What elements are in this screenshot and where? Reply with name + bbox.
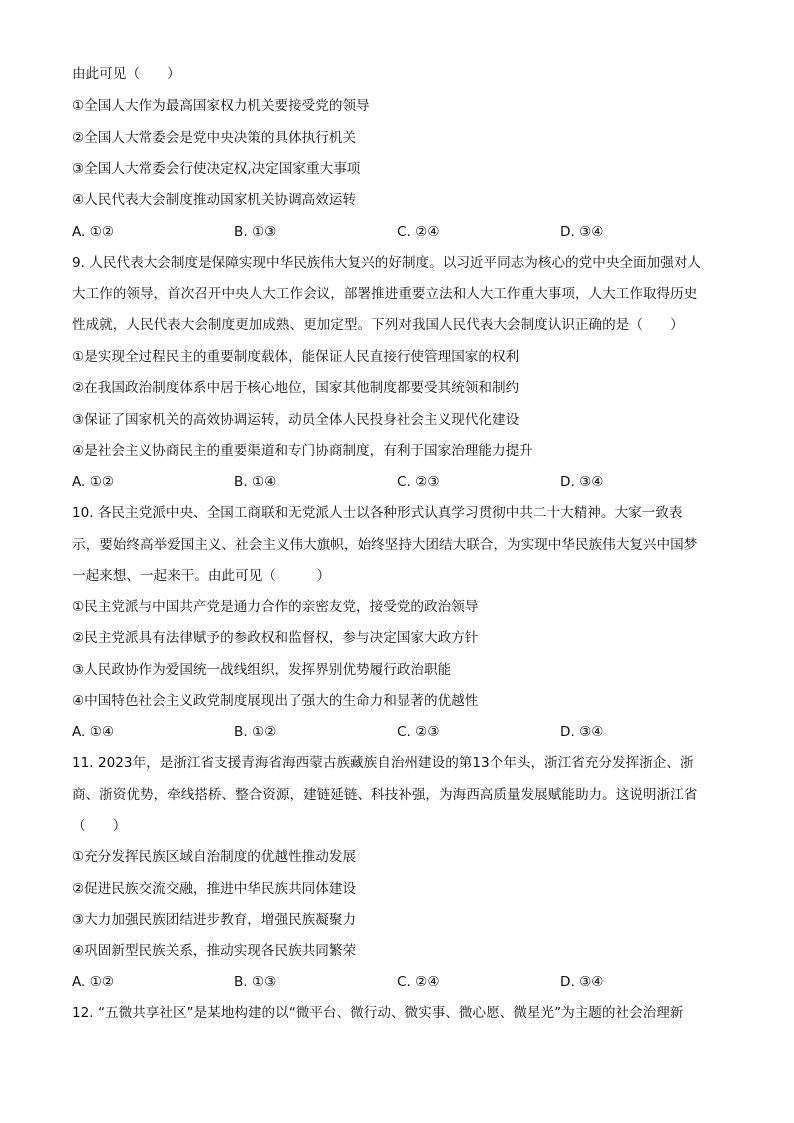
q9-option-b[interactable]: B. ①④ [234, 474, 277, 490]
q8-statement-4: ④人民代表大会制度推动国家机关协调高效运转 [72, 192, 357, 208]
q9-statement-2: ②在我国政治制度体系中居于核心地位，国家其他制度都要受其统领和制约 [72, 380, 520, 396]
q8-statement-3: ③全国人大常委会行使决定权,决定国家重大事项 [72, 161, 361, 177]
q11-stem-line-3: （ ） [72, 818, 127, 834]
q10-option-d[interactable]: D. ③④ [560, 724, 604, 740]
q11-stem-line-2: 商、浙资优势，牵线搭桥、整合资源，建链延链、科技补强，为海西高质量发展赋能助力。这说明浙江省 [72, 787, 698, 803]
q8-statement-1: ①全国人大作为最高国家权力机关要接受党的领导 [72, 98, 370, 114]
q8-option-b[interactable]: B. ①③ [234, 224, 277, 240]
q11-option-c[interactable]: C. ②④ [397, 974, 440, 990]
q11-statement-2: ②促进民族交流交融，推进中华民族共同体建设 [72, 881, 357, 897]
q11-statement-1: ①充分发挥民族区域自治制度的优越性推动发展 [72, 849, 357, 865]
q9-statement-3: ③保证了国家机关的高效协调运转，动员全体人民投身社会主义现代化建设 [72, 412, 520, 428]
q8-option-d[interactable]: D. ③④ [560, 224, 604, 240]
q8-statement-2: ②全国人大常委会是党中央决策的具体执行机关 [72, 130, 357, 146]
q11-stem-line-1: 11. 2023年，是浙江省支援青海省海西蒙古族藏族自治州建设的第13个年头，浙江省充分发挥浙企、浙 [72, 755, 694, 771]
q9-options [72, 472, 732, 492]
q10-stem-line-3: 一起来想、一起来干。由此可见（ ） [72, 568, 331, 584]
q11-option-a[interactable]: A. ①② [72, 974, 115, 990]
q11-option-b[interactable]: B. ①③ [234, 974, 277, 990]
q10-option-c[interactable]: C. ②③ [397, 724, 440, 740]
q9-stem-line-2: 大工作的领导，首次召开中央人大工作会议，部署推进重要立法和人大工作重大事项，人大工作取得历史 [72, 286, 698, 302]
q10-options [72, 722, 732, 742]
q8-option-c[interactable]: C. ②④ [397, 224, 440, 240]
q11-options [72, 972, 732, 992]
q9-statement-1: ①是实现全过程民主的重要制度载体，能保证人民直接行使管理国家的权利 [72, 349, 520, 365]
q10-stem-line-1: 10. 各民主党派中央、全国工商联和无党派人士以各种形式认真学习贯彻中共二十大精神。大家一致表 [72, 505, 683, 521]
q12-stem-line-1: 12. “五微共享社区”是某地构建的以“微平台、微行动、微实事、微心愿、微星光”为主题的社会治理新 [72, 1005, 684, 1021]
q10-option-a[interactable]: A. ①④ [72, 724, 115, 740]
q9-option-c[interactable]: C. ②③ [397, 474, 440, 490]
q8-options [72, 222, 732, 242]
q9-stem-line-3: 性成就，人民代表大会制度更加成熟、更加定型。下列对我国人民代表大会制度认识正确的是（ ） [72, 317, 684, 333]
q9-statement-4: ④是社会主义协商民主的重要渠道和专门协商制度，有利于国家治理能力提升 [72, 443, 533, 459]
q11-option-d[interactable]: D. ③④ [560, 974, 604, 990]
q10-statement-3: ③人民政协作为爱国统一战线组织，发挥界别优势履行政治职能 [72, 662, 452, 678]
q10-option-b[interactable]: B. ①② [234, 724, 277, 740]
q9-option-d[interactable]: D. ③④ [560, 474, 604, 490]
q8-option-a[interactable]: A. ①② [72, 224, 115, 240]
q10-statement-4: ④中国特色社会主义政党制度展现出了强大的生命力和显著的优越性 [72, 693, 479, 709]
q10-stem-line-2: 示，要始终高举爱国主义、社会主义伟大旗帜，始终坚持大团结大联合，为实现中华民族伟大复兴中国梦 [72, 537, 698, 553]
q11-statement-4: ④巩固新型民族关系，推动实现各民族共同繁荣 [72, 943, 357, 959]
q9-stem-line-1: 9. 人民代表大会制度是保障实现中华民族伟大复兴的好制度。以习近平同志为核心的党中央全面加强对人 [72, 255, 702, 271]
q9-option-a[interactable]: A. ①② [72, 474, 115, 490]
q10-statement-2: ②民主党派具有法律赋予的参政权和监督权，参与决定国家大政方针 [72, 630, 479, 646]
q11-statement-3: ③大力加强民族团结进步教育，增强民族凝聚力 [72, 912, 357, 928]
q10-statement-1: ①民主党派与中国共产党是通力合作的亲密友党，接受党的政治领导 [72, 599, 479, 615]
q8-lead: 由此可见（ ） [72, 66, 181, 82]
